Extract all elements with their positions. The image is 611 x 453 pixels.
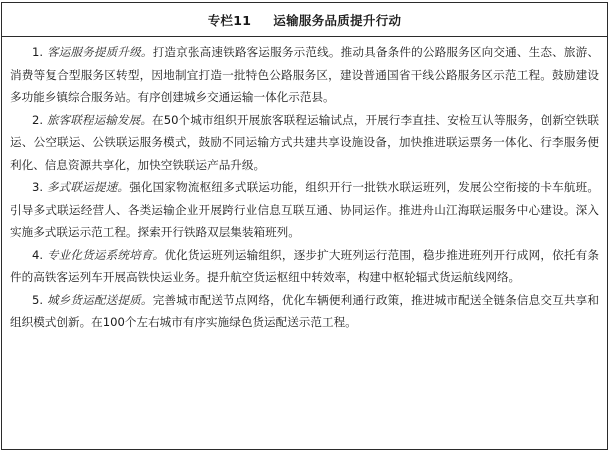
item-title: 专业化货运系统培育。 [46,247,165,262]
item-number: 4. [32,247,44,262]
list-item [10,244,599,289]
box-header [2,3,607,37]
item-number: 1. [32,45,44,59]
item-title: 旅客联程运输发展。 [46,112,153,127]
item-title: 城乡货运配送提质。 [46,292,153,307]
item-title: 客运服务提质升级。 [46,45,153,59]
item-number: 2. [32,112,44,127]
box-body [10,41,599,334]
list-item [10,176,599,244]
feature-box [1,2,608,450]
item-text: 在50个城市组织开展旅客联程运输试点，开展行李直挂、安检互认等服务，创新空铁联运、公空联运、公铁联运服务模式，鼓励不同运输方式共建共享设施设备，加快推进联运票务一体化、行李服务便利化、信息资源共享化，加快空铁联运产品升级。 [10,112,599,172]
list-item [10,289,599,334]
item-text: 强化国家物流枢纽多式联运功能，组织开行一批铁水联运班列，发展公空衔接的卡车航班。引导多式联运经营人、各类运输企业开展跨行业信息互联互通、协同运作。推进舟山江海联运服务中心建设。深入实施多式联运示范工程。探索开行铁路双层集装箱班列。 [10,180,599,239]
list-item [10,109,599,177]
item-text: 完善城市配送节点网络，优化车辆便利通行政策，推进城市配送全链条信息交互共享和组织模式创新。在100个左右城市有序实施绿色货运配送示范工程。 [10,292,599,329]
item-title: 多式联运提速。 [46,180,130,194]
item-number: 3. [32,180,44,194]
item-number: 5. [32,292,44,307]
box-label: 专栏11 [207,12,252,28]
list-item [10,41,599,109]
box-title: 运输服务品质提升行动 [273,12,402,28]
item-text: 优化货运班列运输组织，逐步扩大班列运行范围，稳步推进班列开行成网，依托有条件的高铁客运列车开展高铁快运业务。提升航空货运枢纽中转效率，构建中枢轮辐式货运航线网络。 [10,247,599,284]
item-text: 打造京张高速铁路客运服务示范线。推动具备条件的公路服务区向交通、生态、旅游、消费等复合型服务区转型，因地制宜打造一批特色公路服务区，建设普通国省干线公路服务区示范工程。鼓励建设多功能乡镇综合服务站。有序创建城乡交通运输一体化示范县。 [10,45,599,104]
